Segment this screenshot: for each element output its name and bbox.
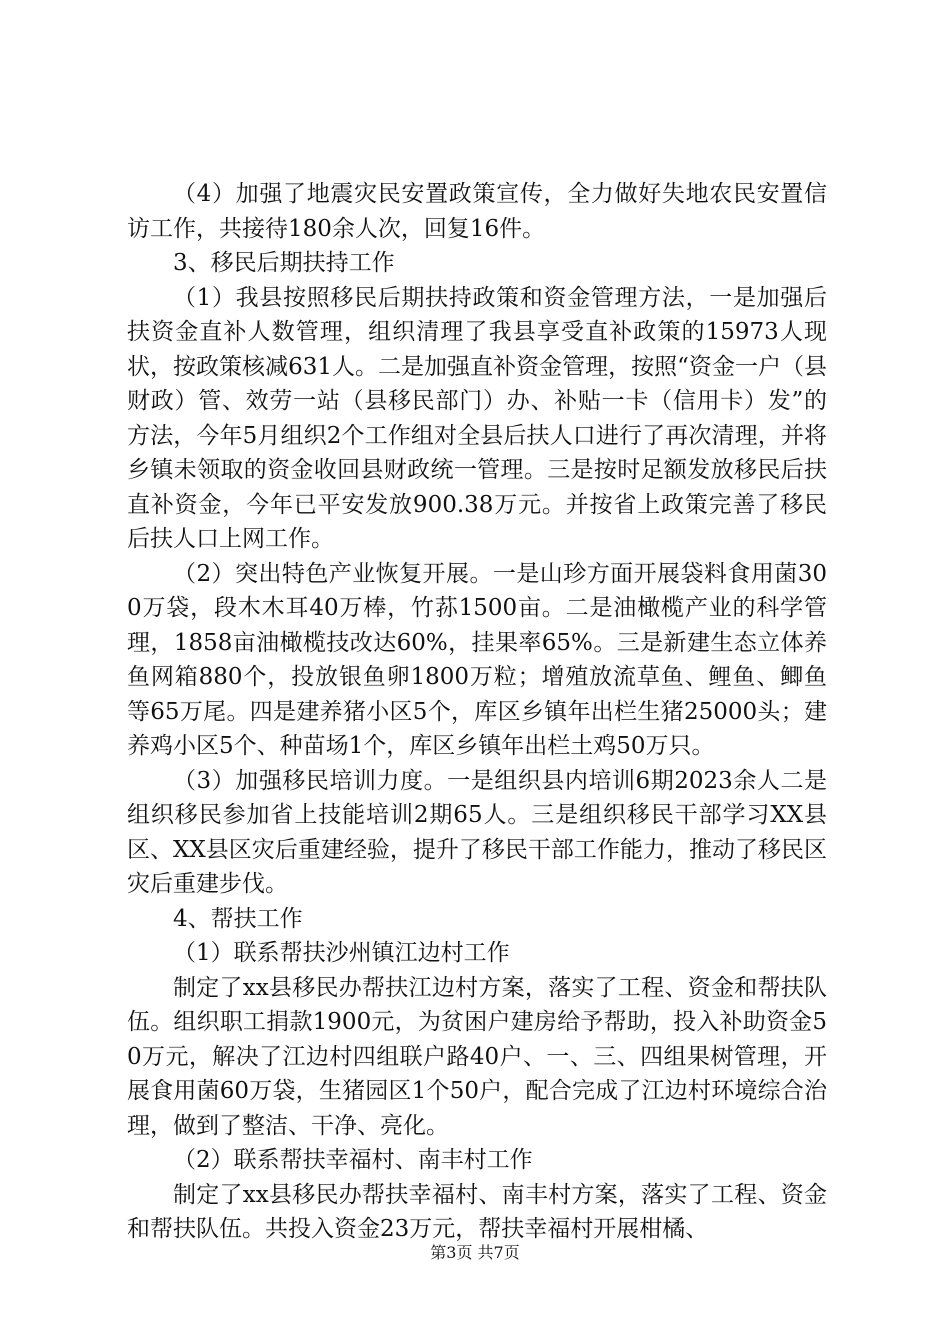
paragraph-earthquake-resettlement: （4）加强了地震灾民安置政策宣传，全力做好失地农民安置信访工作，共接待180余人次，回复16件。 [127,181,827,242]
section-heading-assistance: 4、帮扶工作 [173,905,303,932]
page-number-footer: 第3页 共7页 [430,1243,520,1262]
document-body [127,177,827,1247]
subheading-jiangbian-village: （1）联系帮扶沙州镇江边村工作 [173,940,510,966]
paragraph-xingfu-nanfeng-plan: 制定了xx县移民办帮扶幸福村、南丰村方案，落实了工程、资金和帮扶队伍。共投入资金23万元，帮扶幸福村开展柑橘、 [127,1181,827,1242]
subheading-xingfu-nanfeng-village: （2）联系帮扶幸福村、南丰村工作 [173,1147,533,1173]
paragraph-industry-recovery: （2）突出特色产业恢复开展。一是山珍方面开展袋料食用菌300万袋，段木木耳40万棒，竹荪1500亩。二是油橄榄产业的科学管理，1858亩油橄榄技改达60%，挂果率65%。三是新建生态立体养鱼网箱880个，投放银鱼卵1800万粒；增殖放流草鱼、鲤鱼、鲫鱼等65万尾。四是建养猪小区5个，库区乡镇年出栏生猪25000头；建养鸡小区5个、种苗场1个，库区乡镇年出栏土鸡50万只。 [127,560,827,759]
paragraph-subsidy-management: （1）我县按照移民后期扶持政策和资金管理方法，一是加强后扶资金直补人数管理，组织清理了我县享受直补政策的15973人现状，按政策核减631人。二是加强直补资金管理，按照“资金一户（县财政）管、效劳一站（县移民部门）办、补贴一卡（信用卡）发”的方法，今年5月组织2个工作组对全县后扶人口进行了再次清理，并将乡镇未领取的资金收回县财政统一管理。三是按时足额发放移民后扶直补资金，今年已平安发放900.38万元。并按省上政策完善了移民后扶人口上网工作。 [127,284,827,552]
section-heading-later-support: 3、移民后期扶持工作 [173,250,395,276]
paragraph-jiangbian-plan: 制定了xx县移民办帮扶江边村方案，落实了工程、资金和帮扶队伍。组织职工捐款1900元，为贫困户建房给予帮助，投入补助资金50万元，解决了江边村四组联户路40户、一、三、四组果树管理，开展食用菌60万袋，生猪园区1个50户，配合完成了江边村环境综合治理，做到了整洁、干净、亮化。 [127,974,827,1139]
paragraph-training: （3）加强移民培训力度。一是组织县内培训6期2023余人二是组织移民参加省上技能培训2期65人。三是组织移民干部学习XX县区、XX县区灾后重建经验，提升了移民干部工作能力，推动了移民区灾后重建步伐。 [127,767,827,897]
